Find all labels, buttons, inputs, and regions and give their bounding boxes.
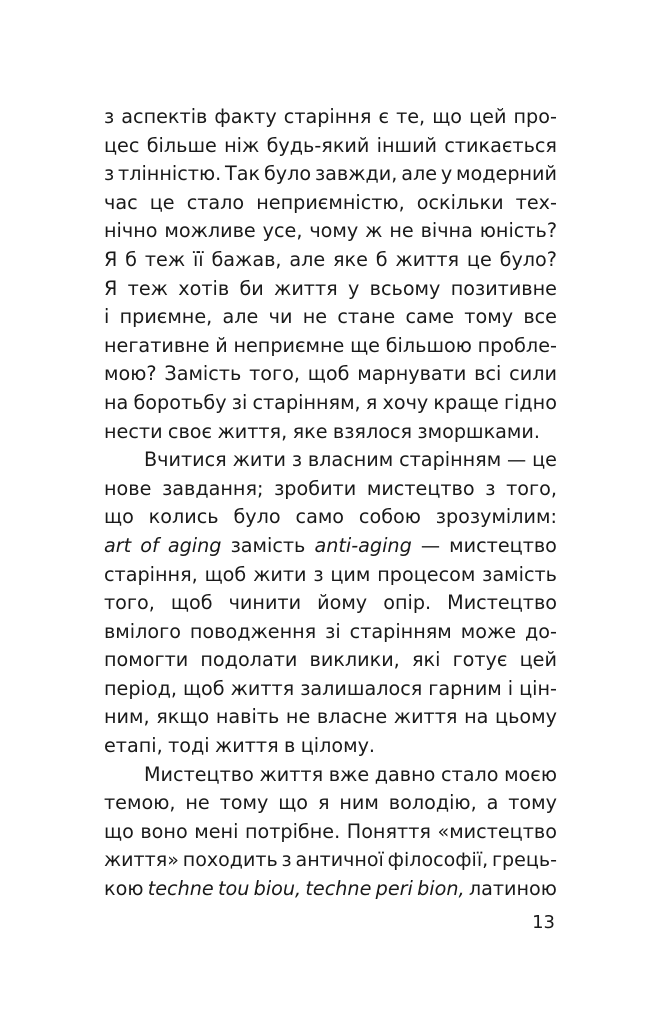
word: краще: [433, 390, 499, 414]
text-line: [104, 503, 557, 532]
word: поводження: [189, 619, 317, 643]
word: зі: [231, 390, 248, 414]
word: Так: [225, 162, 261, 186]
word: боротьбу: [133, 390, 227, 414]
word: зрозумілим:: [435, 505, 557, 529]
word: б: [375, 247, 388, 271]
word: життя: [259, 762, 324, 786]
word: всі: [474, 362, 502, 386]
word: давно: [374, 762, 436, 786]
word: юність?: [479, 219, 557, 243]
word: гарним: [428, 676, 502, 700]
italic-word: peri: [375, 877, 413, 901]
word: життя»: [104, 849, 179, 872]
word: кою: [104, 877, 144, 901]
word: вмілого: [104, 619, 181, 643]
text-line: [104, 532, 557, 561]
word: негативне: [104, 333, 210, 357]
word: стало: [440, 762, 499, 786]
word: ніж: [224, 133, 260, 157]
word: нічно: [104, 219, 158, 243]
word: все: [523, 305, 557, 329]
word: етапі,: [104, 734, 163, 758]
word: час: [104, 190, 138, 214]
word: не: [185, 791, 210, 815]
word: старінням: [399, 448, 502, 472]
word: володію,: [388, 791, 477, 815]
word: оскільки: [416, 190, 504, 214]
word: не: [389, 219, 414, 243]
word: теж: [127, 276, 168, 300]
word: процесом: [377, 562, 476, 586]
word: грець-: [492, 849, 557, 872]
word: життя: [393, 705, 458, 729]
word: неприємністю,: [256, 190, 405, 214]
text-line: [104, 646, 557, 675]
word: зморшками.: [417, 419, 540, 443]
word: і: [507, 676, 514, 700]
word: вічна: [420, 219, 473, 243]
word: жити: [232, 448, 286, 472]
word: це: [149, 190, 175, 214]
word: —: [507, 448, 527, 472]
word: темою,: [104, 791, 176, 815]
word: з: [291, 448, 303, 472]
text-line: [104, 189, 557, 218]
word: зробити: [274, 476, 357, 500]
word: але: [401, 162, 438, 186]
word: не: [285, 705, 311, 729]
italic-word: anti-aging: [314, 533, 412, 557]
word: у: [440, 162, 453, 186]
word: само: [295, 505, 345, 529]
word: ж: [365, 219, 383, 243]
word: латиною: [468, 877, 557, 901]
word: тому: [508, 791, 557, 815]
word: потрібне.: [244, 819, 341, 843]
word: філософії,: [387, 849, 489, 872]
italic-word: tou: [217, 877, 250, 901]
word: «мистецтво: [437, 819, 557, 843]
word: зі: [325, 619, 341, 643]
word: аспектів: [121, 105, 208, 128]
word: модерний: [456, 162, 557, 186]
word: її: [192, 247, 204, 271]
word: всьому: [369, 276, 441, 300]
word: стало: [186, 190, 245, 214]
word: Я: [104, 247, 118, 271]
word: жити: [253, 562, 307, 586]
word: Вчитися: [144, 448, 227, 472]
word: сили: [509, 362, 557, 386]
word: яке: [332, 247, 368, 271]
word: старінням,: [252, 390, 361, 414]
word: а: [486, 791, 499, 815]
word: готує: [452, 648, 508, 672]
word: які: [411, 648, 441, 672]
italic-word: aging: [167, 533, 222, 557]
word: завжди,: [314, 162, 398, 186]
text-line: [104, 703, 557, 732]
word: це: [532, 448, 557, 472]
word: б: [125, 247, 138, 271]
word: Замість: [164, 362, 242, 386]
word: й: [215, 333, 228, 357]
word: тех-: [515, 190, 557, 214]
word: Я: [104, 276, 118, 300]
word: ще: [350, 333, 380, 357]
word: замість: [230, 533, 306, 557]
word: з: [104, 162, 115, 186]
word: з: [281, 849, 292, 872]
word: те,: [396, 105, 426, 128]
word: але: [289, 247, 326, 271]
word: Мистецтво: [447, 591, 557, 615]
word: своє: [167, 419, 213, 443]
text-line: [104, 732, 557, 761]
italic-word: techne: [305, 877, 372, 901]
word: яке: [292, 419, 328, 443]
word: би: [239, 276, 264, 300]
word: подолати: [200, 648, 298, 672]
italic-word: bion,: [417, 877, 465, 901]
word: мистецтво: [366, 476, 475, 500]
word: цей: [469, 105, 507, 128]
word: нести: [104, 419, 163, 443]
word: помогти: [104, 648, 189, 672]
text-line: [104, 761, 557, 790]
text-line: [104, 846, 557, 875]
word: життя,: [217, 419, 288, 443]
word: про-: [513, 105, 557, 128]
word: цим: [330, 562, 371, 586]
word: чи: [268, 305, 293, 329]
word: життя: [395, 247, 460, 271]
word: тоді: [168, 734, 210, 758]
word: походить: [182, 849, 278, 872]
word: стане: [337, 305, 396, 329]
word: було?: [499, 247, 557, 271]
word: —: [420, 533, 441, 557]
word: вже: [328, 762, 370, 786]
word: саме: [405, 305, 455, 329]
text-line: [104, 217, 557, 246]
word: тому: [464, 305, 514, 329]
word: я: [365, 390, 378, 414]
word: факту: [214, 105, 277, 128]
text-line: [104, 103, 557, 132]
word: виклики,: [309, 648, 400, 672]
word: того,: [249, 362, 300, 386]
word: опір.: [383, 591, 432, 615]
word: неприємне: [233, 333, 345, 357]
word: в: [284, 734, 296, 758]
text-line: [104, 446, 557, 475]
word: у: [348, 276, 360, 300]
word: період,: [104, 676, 177, 700]
word: тлінністю.: [118, 162, 222, 186]
word: ним: [339, 791, 379, 815]
text-line: [104, 246, 557, 275]
word: життя: [230, 676, 295, 700]
text-line: [104, 360, 557, 389]
word: це: [466, 247, 492, 271]
word: взялося: [332, 419, 413, 443]
word: з: [104, 105, 115, 128]
italic-word: of: [140, 533, 159, 557]
word: життя: [214, 734, 279, 758]
word: нове: [104, 476, 152, 500]
word: більше: [146, 133, 217, 157]
word: але: [222, 305, 259, 329]
word: воно: [140, 819, 188, 843]
word: Поняття: [346, 819, 431, 843]
word: з: [485, 476, 496, 500]
word: хотів: [178, 276, 230, 300]
page-number: 13: [532, 912, 555, 933]
word: старіння: [283, 105, 372, 128]
italic-word: techne: [147, 877, 214, 901]
word: того,: [104, 591, 155, 615]
word: і: [104, 305, 110, 329]
word: якщо: [156, 705, 210, 729]
word: теж: [144, 247, 186, 271]
word: власне: [316, 705, 388, 729]
word: йому: [317, 591, 368, 615]
word: щоб: [182, 676, 225, 700]
word: щоб: [170, 591, 213, 615]
word: стикається: [444, 133, 557, 157]
word: можливе: [164, 219, 256, 243]
word: бажав,: [211, 247, 282, 271]
text-line: [104, 160, 557, 189]
word: колись: [148, 505, 219, 529]
text-line: [104, 789, 557, 818]
word: ним,: [104, 705, 150, 729]
word: було: [233, 505, 281, 529]
word: не: [302, 305, 328, 329]
text-line: [104, 332, 557, 361]
text-line: [104, 589, 557, 618]
word: марнувати: [357, 362, 467, 386]
word: завдання;: [162, 476, 264, 500]
word: я: [317, 791, 330, 815]
word: що: [104, 505, 134, 529]
word: більшою: [385, 333, 472, 357]
word: може: [460, 619, 517, 643]
word: мою?: [104, 362, 157, 386]
word: усе,: [262, 219, 303, 243]
text-line: [104, 418, 557, 447]
word: будь-який: [266, 133, 370, 157]
word: Мистецтво: [144, 762, 254, 786]
word: цьому: [495, 705, 557, 729]
word: приємне,: [119, 305, 213, 329]
word: цілому.: [300, 734, 376, 758]
word: з: [313, 562, 324, 586]
word: мистецтво: [449, 533, 557, 557]
text-line: [104, 275, 557, 304]
word: до-: [525, 619, 557, 643]
text-line: [104, 818, 557, 847]
word: собою: [358, 505, 421, 529]
text-line: [104, 561, 557, 590]
word: щоб: [307, 362, 350, 386]
word: пробле-: [477, 333, 557, 357]
text-line: [104, 389, 557, 418]
text-line: [104, 303, 557, 332]
word: залишалося: [300, 676, 423, 700]
word: на: [104, 390, 129, 414]
italic-word: art: [104, 533, 132, 557]
italic-word: biou,: [253, 877, 302, 901]
word: цей: [519, 648, 557, 672]
word: того,: [506, 476, 557, 500]
word: позитивне: [450, 276, 557, 300]
word: інший: [376, 133, 438, 157]
text-line: [104, 132, 557, 161]
word: життя: [274, 276, 338, 300]
word: замість: [482, 562, 557, 586]
word: цін-: [519, 676, 557, 700]
text-line: [104, 675, 557, 704]
text-line: [104, 875, 557, 904]
word: тому: [219, 791, 269, 815]
text-line: [104, 475, 557, 504]
word: гідно: [503, 390, 557, 414]
word: що: [432, 105, 463, 128]
word: цес: [104, 133, 140, 157]
word: моєю: [504, 762, 557, 786]
body-text: [104, 103, 557, 904]
word: старіння,: [104, 562, 198, 586]
word: що: [104, 819, 134, 843]
word: хочу: [382, 390, 429, 414]
word: навіть: [215, 705, 280, 729]
word: чому: [309, 219, 359, 243]
word: було: [263, 162, 312, 186]
word: старінням: [349, 619, 452, 643]
word: власним: [307, 448, 394, 472]
word: античної: [295, 849, 384, 872]
word: чинити: [228, 591, 302, 615]
word: є: [378, 105, 389, 128]
word: мені: [194, 819, 239, 843]
word: на: [464, 705, 489, 729]
text-line: [104, 618, 557, 647]
word: що: [278, 791, 309, 815]
word: щоб: [204, 562, 247, 586]
